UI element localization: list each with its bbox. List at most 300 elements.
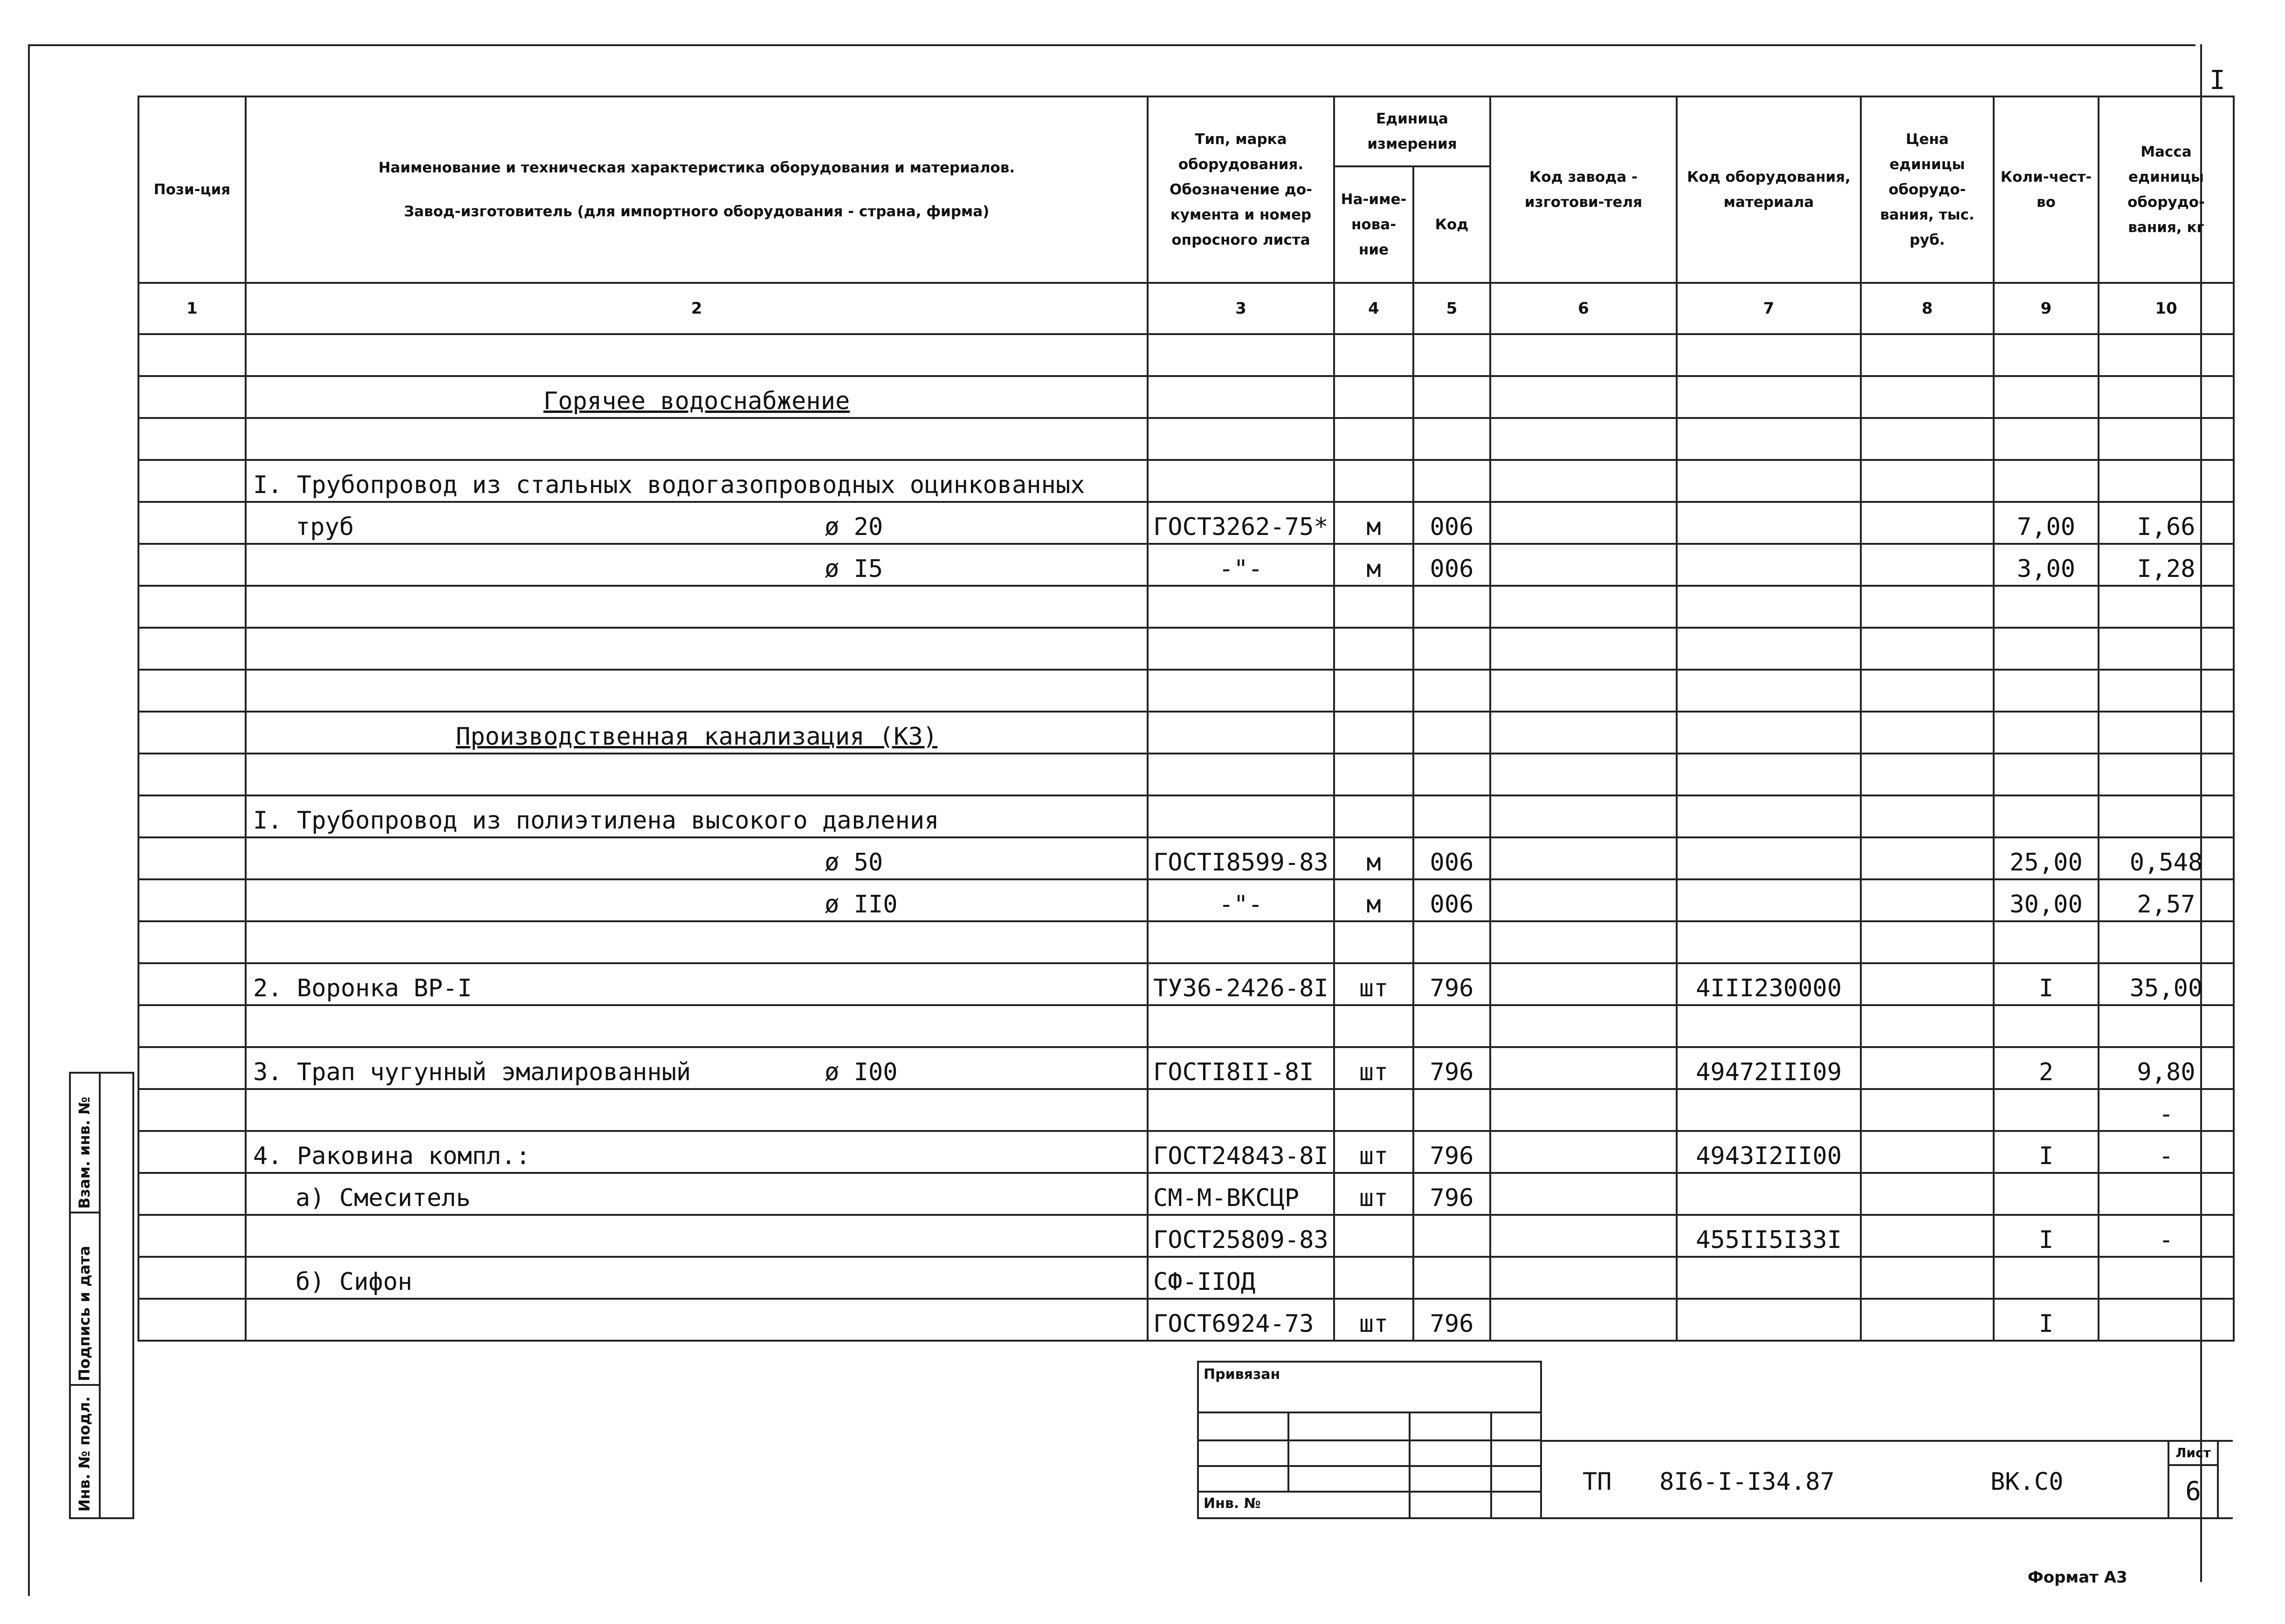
cell-unit-mass: 0,548 <box>2099 837 2234 879</box>
cell-unit-name <box>1334 795 1413 837</box>
sheet-number-box <box>2168 1440 2219 1519</box>
item-name: 3. Трап чугунный эмалированный <box>253 1058 691 1086</box>
side-strip-divider <box>99 1074 101 1517</box>
cell-material-code <box>1677 334 1861 376</box>
cell-factory-code <box>1490 1131 1677 1173</box>
header-factory-code: Код завода - изготови-теля <box>1490 96 1677 283</box>
cell-unit-name: м <box>1334 879 1413 921</box>
stamp-label-inv-no: Инв. № <box>1204 1495 1261 1512</box>
cell-unit-name <box>1334 586 1413 628</box>
cell-name <box>246 1215 1148 1257</box>
cell-unit-code <box>1413 1089 1490 1131</box>
cell-position <box>138 837 246 879</box>
cell-unit-price <box>1861 376 1994 418</box>
cell-unit-price <box>1861 1299 1994 1341</box>
item-diameter: ø 20 <box>825 513 883 541</box>
cell-unit-code <box>1413 921 1490 963</box>
item-diameter: ø II0 <box>825 891 898 918</box>
cell-position <box>138 1047 246 1089</box>
cell-type-doc: ГОСТI8II-8I <box>1148 1047 1334 1089</box>
cell-type-doc <box>1148 754 1334 795</box>
cell-unit-mass <box>2099 670 2234 712</box>
cell-unit-mass <box>2099 376 2234 418</box>
side-cell-vzam <box>71 1074 99 1213</box>
titleblock-mark: ВК.С0 <box>1990 1468 2064 1496</box>
cell-position <box>138 460 246 502</box>
cell-unit-code <box>1413 628 1490 670</box>
cell-position <box>138 502 246 544</box>
cell-name <box>246 795 1148 837</box>
header-unit-name: На-име-нова-ние <box>1334 166 1413 283</box>
cell-factory-code <box>1490 670 1677 712</box>
cell-name <box>246 963 1148 1005</box>
cell-quantity: 7,00 <box>1994 502 2099 544</box>
header-position: Пози-ция <box>138 96 246 283</box>
cell-unit-code: 006 <box>1413 837 1490 879</box>
cell-unit-price <box>1861 1131 1994 1173</box>
cell-unit-price <box>1861 334 1994 376</box>
table-row <box>138 670 2234 712</box>
table-header <box>138 96 2234 334</box>
cell-type-doc <box>1148 1089 1334 1131</box>
cell-material-code <box>1677 879 1861 921</box>
cell-position <box>138 1173 246 1215</box>
cell-unit-mass <box>2099 628 2234 670</box>
cell-factory-code <box>1490 921 1677 963</box>
cell-unit-code: 796 <box>1413 1131 1490 1173</box>
cell-unit-name <box>1334 1005 1413 1047</box>
cell-unit-mass <box>2099 586 2234 628</box>
cell-unit-mass: I,28 <box>2099 544 2234 586</box>
cell-unit-name: шт <box>1334 1131 1413 1173</box>
cell-quantity <box>1994 795 2099 837</box>
cell-unit-mass: - <box>2099 1089 2234 1131</box>
sheet-label: Лист <box>2169 1442 2217 1466</box>
cell-name <box>246 334 1148 376</box>
cell-quantity: 2 <box>1994 1047 2099 1089</box>
cell-unit-name <box>1334 1257 1413 1299</box>
cell-unit-code <box>1413 1215 1490 1257</box>
cell-unit-name <box>1334 460 1413 502</box>
item-name: I. Трубопровод из стальных водогазопроводных оцинкованных <box>253 471 1085 499</box>
table-row <box>138 921 2234 963</box>
table-row <box>138 1299 2234 1341</box>
section-heading: Горячее водоснабжение <box>543 387 850 415</box>
cell-unit-name: шт <box>1334 963 1413 1005</box>
cell-unit-name <box>1334 1215 1413 1257</box>
cell-unit-price <box>1861 1089 1994 1131</box>
stamp-grid-h2 <box>1199 1439 1540 1441</box>
cell-unit-mass: I,66 <box>2099 502 2234 544</box>
table-row <box>138 502 2234 544</box>
cell-name <box>246 1089 1148 1131</box>
cell-unit-name: шт <box>1334 1047 1413 1089</box>
side-strip <box>69 1072 134 1519</box>
cell-type-doc <box>1148 1005 1334 1047</box>
cell-factory-code <box>1490 628 1677 670</box>
cell-factory-code <box>1490 586 1677 628</box>
cell-unit-code: 006 <box>1413 879 1490 921</box>
cell-unit-mass <box>2099 712 2234 754</box>
cell-position <box>138 1005 246 1047</box>
cell-unit-mass <box>2099 334 2234 376</box>
cell-material-code <box>1677 1257 1861 1299</box>
cell-unit-name <box>1334 376 1413 418</box>
table-row <box>138 1131 2234 1173</box>
table-row <box>138 376 2234 418</box>
table-row <box>138 754 2234 795</box>
cell-position <box>138 628 246 670</box>
cell-unit-name <box>1334 712 1413 754</box>
column-number: 9 <box>1994 283 2099 334</box>
cell-quantity <box>1994 921 2099 963</box>
cell-unit-name <box>1334 418 1413 460</box>
cell-unit-mass <box>2099 460 2234 502</box>
stamp-grid-h4 <box>1199 1491 1540 1493</box>
cell-quantity: I <box>1994 1131 2099 1173</box>
side-label-inv-podl: Инв. № подл. <box>76 1396 93 1512</box>
item-diameter: ø 50 <box>825 849 883 877</box>
cell-type-doc <box>1148 712 1334 754</box>
column-numbers-row <box>138 283 2234 334</box>
cell-unit-code: 796 <box>1413 1299 1490 1341</box>
cell-position <box>138 754 246 795</box>
titleblock-bottom <box>1197 1517 2233 1519</box>
cell-quantity <box>1994 754 2099 795</box>
cell-quantity: I <box>1994 1299 2099 1341</box>
cell-factory-code <box>1490 837 1677 879</box>
cell-type-doc: ГОСТ24843-8I <box>1148 1131 1334 1173</box>
cell-type-doc <box>1148 921 1334 963</box>
column-number: 4 <box>1334 283 1413 334</box>
cell-factory-code <box>1490 1299 1677 1341</box>
cell-material-code: 49472III09 <box>1677 1047 1861 1089</box>
cell-unit-name: шт <box>1334 1173 1413 1215</box>
cell-type-doc: СМ-М-ВКСЦР <box>1148 1173 1334 1215</box>
cell-material-code: 4943I2II00 <box>1677 1131 1861 1173</box>
cell-type-doc <box>1148 376 1334 418</box>
table-row <box>138 1257 2234 1299</box>
cell-position <box>138 1257 246 1299</box>
cell-position <box>138 795 246 837</box>
cell-position <box>138 1299 246 1341</box>
header-unit-code: Код <box>1413 166 1490 283</box>
cell-factory-code <box>1490 963 1677 1005</box>
cell-material-code <box>1677 376 1861 418</box>
cell-unit-code: 796 <box>1413 1047 1490 1089</box>
cell-unit-mass <box>2099 1299 2234 1341</box>
titleblock-line <box>1542 1440 2233 1442</box>
cell-quantity <box>1994 376 2099 418</box>
cell-unit-price <box>1861 963 1994 1005</box>
cell-type-doc <box>1148 334 1334 376</box>
header-unit-price: Цена единицы оборудо-вания, тыс. руб. <box>1861 96 1994 283</box>
cell-material-code <box>1677 544 1861 586</box>
column-number: 3 <box>1148 283 1334 334</box>
cell-quantity <box>1994 460 2099 502</box>
section-heading: Производственная канализация (К3) <box>455 723 938 751</box>
table-row <box>138 1089 2234 1131</box>
cell-unit-code <box>1413 795 1490 837</box>
cell-unit-code: 006 <box>1413 502 1490 544</box>
cell-quantity: 3,00 <box>1994 544 2099 586</box>
cell-unit-code <box>1413 376 1490 418</box>
column-number: 6 <box>1490 283 1677 334</box>
cell-unit-name <box>1334 921 1413 963</box>
cell-unit-mass: - <box>2099 1131 2234 1173</box>
stamp-grid-v3 <box>1490 1412 1492 1519</box>
cell-name <box>246 418 1148 460</box>
cell-unit-code <box>1413 712 1490 754</box>
sheet-border-top <box>28 44 2196 46</box>
cell-name <box>246 1047 1148 1089</box>
cell-name <box>246 879 1148 921</box>
cell-material-code <box>1677 1173 1861 1215</box>
cell-quantity <box>1994 1173 2099 1215</box>
header-material-code: Код оборудования, материала <box>1677 96 1861 283</box>
cell-factory-code <box>1490 1215 1677 1257</box>
cell-unit-code: 796 <box>1413 963 1490 1005</box>
cell-material-code <box>1677 921 1861 963</box>
cell-material-code <box>1677 795 1861 837</box>
sheet-number: 6 <box>2185 1476 2201 1507</box>
approval-stamp <box>1197 1361 1542 1519</box>
item-name: б) Сифон <box>296 1268 413 1296</box>
cell-unit-price <box>1861 1047 1994 1089</box>
cell-material-code <box>1677 628 1861 670</box>
cell-factory-code <box>1490 502 1677 544</box>
cell-unit-mass: - <box>2099 1215 2234 1257</box>
cell-unit-code: 006 <box>1413 544 1490 586</box>
cell-unit-price <box>1861 586 1994 628</box>
cell-factory-code <box>1490 795 1677 837</box>
column-number: 10 <box>2099 283 2234 334</box>
cell-name <box>246 502 1148 544</box>
cell-unit-code: 796 <box>1413 1173 1490 1215</box>
cell-unit-mass <box>2099 418 2234 460</box>
cell-unit-name: шт <box>1334 1299 1413 1341</box>
cell-unit-name <box>1334 628 1413 670</box>
cell-quantity <box>1994 670 2099 712</box>
cell-factory-code <box>1490 544 1677 586</box>
header-name-line2: Завод-изготовитель (для импортного оборудования - страна, фирма) <box>404 203 990 220</box>
column-number: 1 <box>138 283 246 334</box>
cell-quantity <box>1994 1257 2099 1299</box>
cell-quantity <box>1994 628 2099 670</box>
cell-quantity <box>1994 334 2099 376</box>
cell-factory-code <box>1490 1257 1677 1299</box>
cell-material-code <box>1677 670 1861 712</box>
cell-unit-price <box>1861 837 1994 879</box>
cell-quantity <box>1994 418 2099 460</box>
cell-unit-code <box>1413 586 1490 628</box>
item-name: труб <box>296 513 354 541</box>
stamp-label-privyazan: Привязан <box>1204 1366 1280 1383</box>
cell-position <box>138 1089 246 1131</box>
cell-unit-name <box>1334 754 1413 795</box>
cell-unit-code <box>1413 460 1490 502</box>
cell-material-code <box>1677 712 1861 754</box>
cell-position <box>138 418 246 460</box>
cell-factory-code <box>1490 1005 1677 1047</box>
cell-quantity <box>1994 1089 2099 1131</box>
titleblock-prefix: ТП <box>1583 1468 1612 1496</box>
cell-unit-price <box>1861 879 1994 921</box>
cell-type-doc <box>1148 670 1334 712</box>
cell-factory-code <box>1490 754 1677 795</box>
format-label: Формат А3 <box>2028 1568 2127 1587</box>
cell-unit-name <box>1334 670 1413 712</box>
cell-position <box>138 1215 246 1257</box>
table-row <box>138 1005 2234 1047</box>
cell-unit-price <box>1861 712 1994 754</box>
column-number: 7 <box>1677 283 1861 334</box>
cell-type-doc <box>1148 460 1334 502</box>
cell-unit-mass <box>2099 795 2234 837</box>
table-body <box>138 334 2234 1341</box>
cell-factory-code <box>1490 334 1677 376</box>
cell-unit-code <box>1413 1005 1490 1047</box>
cell-unit-mass: 9,80 <box>2099 1047 2234 1089</box>
item-name: 4. Раковина компл.: <box>253 1142 530 1170</box>
cell-quantity: I <box>1994 963 2099 1005</box>
cell-unit-price <box>1861 754 1994 795</box>
cell-unit-price <box>1861 1005 1994 1047</box>
cell-material-code <box>1677 837 1861 879</box>
cell-unit-mass <box>2099 1257 2234 1299</box>
header-name <box>246 96 1148 283</box>
cell-unit-price <box>1861 544 1994 586</box>
cell-name <box>246 1257 1148 1299</box>
cell-factory-code <box>1490 376 1677 418</box>
cell-quantity <box>1994 586 2099 628</box>
cell-position <box>138 1131 246 1173</box>
table-row <box>138 963 2234 1005</box>
cell-position <box>138 879 246 921</box>
stamp-grid-h3 <box>1199 1465 1540 1467</box>
cell-unit-name: м <box>1334 502 1413 544</box>
cell-quantity <box>1994 712 2099 754</box>
table-row <box>138 334 2234 376</box>
cell-unit-mass <box>2099 1005 2234 1047</box>
page-corner-mark: I <box>2209 65 2225 96</box>
item-diameter: ø I00 <box>825 1058 898 1086</box>
cell-unit-name: м <box>1334 544 1413 586</box>
table-row <box>138 628 2234 670</box>
cell-unit-code <box>1413 418 1490 460</box>
cell-unit-price <box>1861 502 1994 544</box>
cell-name <box>246 628 1148 670</box>
table-row <box>138 795 2234 837</box>
cell-type-doc: ГОСТ25809-83 <box>1148 1215 1334 1257</box>
cell-position <box>138 963 246 1005</box>
cell-position <box>138 544 246 586</box>
cell-name <box>246 1173 1148 1215</box>
cell-position <box>138 712 246 754</box>
table-row <box>138 879 2234 921</box>
cell-unit-price <box>1861 418 1994 460</box>
cell-name <box>246 712 1148 754</box>
stamp-grid-v1 <box>1287 1412 1289 1491</box>
cell-type-doc: СФ-IIОД <box>1148 1257 1334 1299</box>
table-row <box>138 837 2234 879</box>
cell-quantity: 25,00 <box>1994 837 2099 879</box>
cell-unit-price <box>1861 670 1994 712</box>
cell-material-code <box>1677 1005 1861 1047</box>
cell-unit-mass <box>2099 1173 2234 1215</box>
cell-unit-price <box>1861 628 1994 670</box>
cell-name <box>246 837 1148 879</box>
cell-material-code <box>1677 1299 1861 1341</box>
cell-material-code <box>1677 1089 1861 1131</box>
cell-factory-code <box>1490 879 1677 921</box>
item-name: 2. Воронка ВР-I <box>253 974 472 1002</box>
table-row <box>138 1173 2234 1215</box>
cell-name <box>246 1005 1148 1047</box>
side-cell-signature <box>71 1213 99 1386</box>
cell-unit-code <box>1413 334 1490 376</box>
titleblock-number: 8I6-I-I34.87 <box>1659 1468 1835 1496</box>
cell-position <box>138 670 246 712</box>
side-label-signature-date: Подпись и дата <box>76 1246 93 1381</box>
cell-name <box>246 1299 1148 1341</box>
cell-unit-mass: 2,57 <box>2099 879 2234 921</box>
cell-material-code <box>1677 754 1861 795</box>
cell-unit-mass <box>2099 754 2234 795</box>
cell-name <box>246 1131 1148 1173</box>
cell-type-doc <box>1148 628 1334 670</box>
cell-unit-price <box>1861 921 1994 963</box>
cell-unit-mass <box>2099 921 2234 963</box>
cell-factory-code <box>1490 1047 1677 1089</box>
cell-unit-name <box>1334 334 1413 376</box>
cell-material-code: 4III230000 <box>1677 963 1861 1005</box>
item-name: а) Смеситель <box>296 1184 471 1212</box>
cell-name <box>246 544 1148 586</box>
column-number: 5 <box>1413 283 1490 334</box>
cell-factory-code <box>1490 1173 1677 1215</box>
cell-name <box>246 921 1148 963</box>
stamp-grid-v2 <box>1409 1412 1411 1519</box>
cell-unit-price <box>1861 795 1994 837</box>
cell-unit-price <box>1861 1257 1994 1299</box>
cell-unit-price <box>1861 460 1994 502</box>
cell-name <box>246 586 1148 628</box>
specification-table <box>138 96 2235 1342</box>
header-name-line1: Наименование и техническая характеристика оборудования и материалов. <box>378 159 1015 176</box>
table-row <box>138 712 2234 754</box>
cell-type-doc <box>1148 795 1334 837</box>
header-unit-group: Единица измерения <box>1334 96 1490 166</box>
cell-name <box>246 460 1148 502</box>
table-row <box>138 544 2234 586</box>
cell-position <box>138 586 246 628</box>
cell-name <box>246 670 1148 712</box>
column-number: 2 <box>246 283 1148 334</box>
cell-factory-code <box>1490 418 1677 460</box>
cell-type-doc: ГОСТ3262-75* <box>1148 502 1334 544</box>
cell-quantity: I <box>1994 1215 2099 1257</box>
cell-unit-code <box>1413 754 1490 795</box>
cell-name <box>246 376 1148 418</box>
cell-unit-name: м <box>1334 837 1413 879</box>
cell-unit-price <box>1861 1215 1994 1257</box>
cell-unit-code <box>1413 670 1490 712</box>
cell-material-code <box>1677 418 1861 460</box>
cell-type-doc <box>1148 418 1334 460</box>
item-diameter: ø I5 <box>825 555 883 583</box>
side-label-vzam-inv: Взам. инв. № <box>76 1096 93 1209</box>
